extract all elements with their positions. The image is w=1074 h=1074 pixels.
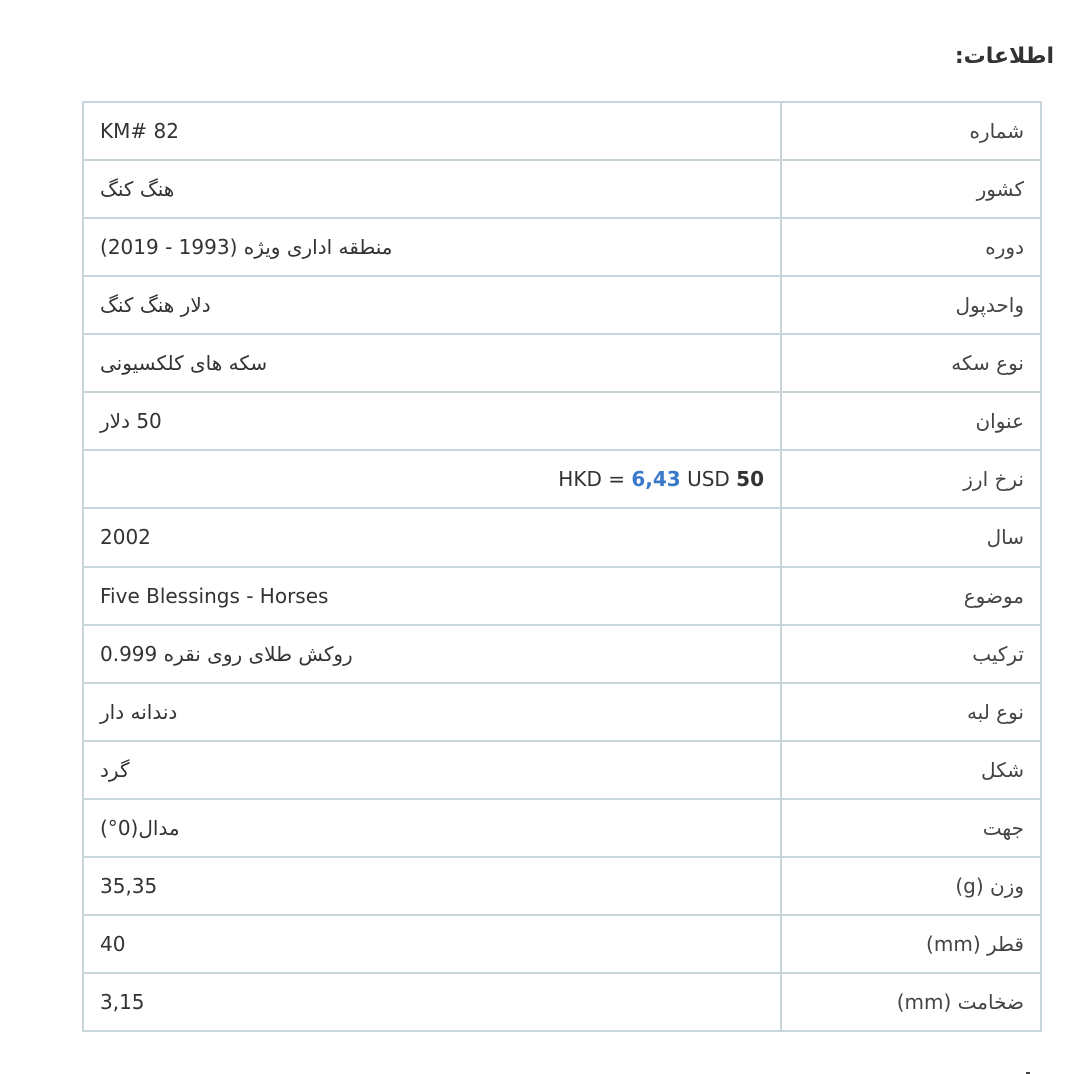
exchange-rate-value: [83, 450, 781, 508]
rate-base-amount: 50: [736, 467, 764, 492]
edge-type-value: دندانه دار: [83, 683, 781, 741]
composition-label: ترکیب: [781, 625, 1041, 683]
table-row: [83, 218, 1041, 276]
table-row: [83, 508, 1041, 566]
denomination-value: 50 دلار: [83, 392, 781, 450]
composition-value: روکش طلای روی نقره 0.999: [83, 625, 781, 683]
year-label: سال: [781, 508, 1041, 566]
subject-label: موضوع: [781, 567, 1041, 625]
year-value: 2002: [83, 508, 781, 566]
table-row: [83, 334, 1041, 392]
coin-type-value: سکه های کلکسیونی: [83, 334, 781, 392]
table-row: [83, 683, 1041, 741]
thickness-label: ضخامت (mm): [781, 973, 1041, 1031]
table-row: [83, 102, 1041, 160]
rate-currency-from: HKD: [558, 467, 602, 492]
table-row: [83, 857, 1041, 915]
diameter-label: قطر (mm): [781, 915, 1041, 973]
table-row: [83, 915, 1041, 973]
rate-converted-amount: 6,43: [631, 467, 681, 492]
thickness-value: 3,15: [83, 973, 781, 1031]
rate-equals: =: [608, 467, 625, 492]
km-number-label: شماره: [781, 102, 1041, 160]
subject-value: Five Blessings - Horses: [83, 567, 781, 625]
country-label: کشور: [781, 160, 1041, 218]
coin-type-label: نوع سکه: [781, 334, 1041, 392]
edge-type-label: نوع لبه: [781, 683, 1041, 741]
table-row: [83, 276, 1041, 334]
table-row: [83, 567, 1041, 625]
rate-currency-to: USD: [687, 467, 730, 492]
shape-label: شکل: [781, 741, 1041, 799]
period-value: منطقه اداری ویژه (1993 - 2019): [83, 218, 781, 276]
table-row: [83, 450, 1041, 508]
currency-label: واحدپول: [781, 276, 1041, 334]
country-value: هنگ کنگ: [83, 160, 781, 218]
km-number-value: KM# 82: [83, 102, 781, 160]
orientation-value: مدال(0°): [83, 799, 781, 857]
orientation-label: جهت: [781, 799, 1041, 857]
currency-value: دلار هنگ کنگ: [83, 276, 781, 334]
exchange-rate-label: نرخ ارز: [781, 450, 1041, 508]
table-row: [83, 625, 1041, 683]
table-row: [83, 392, 1041, 450]
table-row: [83, 973, 1041, 1031]
weight-value: 35,35: [83, 857, 781, 915]
diameter-value: 40: [83, 915, 781, 973]
table-row: [83, 160, 1041, 218]
denomination-label: عنوان: [781, 392, 1041, 450]
weight-label: وزن (g): [781, 857, 1041, 915]
period-label: دوره: [781, 218, 1041, 276]
shape-value: گرد: [83, 741, 781, 799]
coin-info-table: [82, 101, 1042, 1032]
table-row: [83, 741, 1041, 799]
table-row: [83, 799, 1041, 857]
section-title: اطلاعات:: [954, 44, 1054, 69]
